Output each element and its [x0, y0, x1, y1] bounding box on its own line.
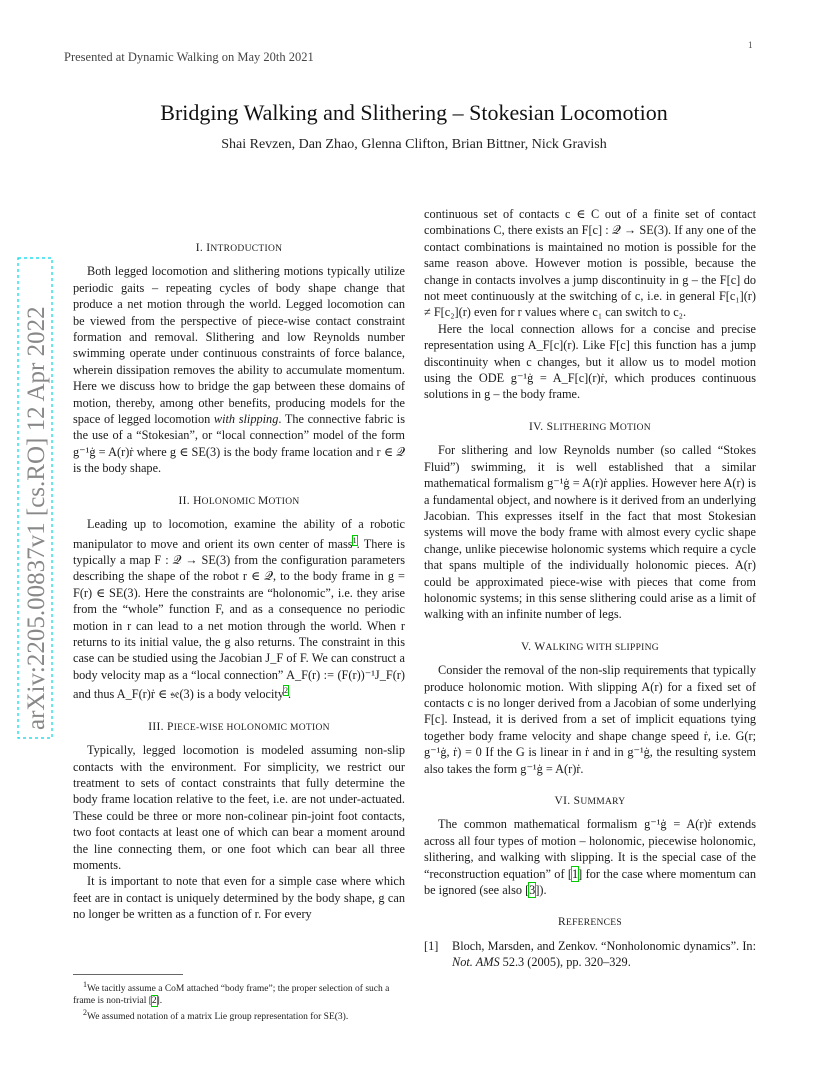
reference-entry-1: [1] Bloch, Marsden, and Zenkov. “Nonholonomic dynamics”. In: Not. AMS 52.3 (2005), pp. 320–329.	[424, 938, 756, 970]
footnote-2: $^2$We assumed notation of a matrix Lie group representation for SE(3).	[83, 1008, 349, 1023]
footnote-link-2[interactable]: 2	[283, 686, 288, 696]
paragraph-holonomic: Leading up to locomotion, examine the ability of a robotic manipulator to move and orient its own center of mass$^1$. There is typically a map F : 𝒬 → SE(3) from the configuration parameters describing the shape of the robot r ∈ 𝒬, to the body frame in g = F(r) ∈ SE(3). Here the constraints are “holonomic”, i.e. they arise from the “whole” function F, and as a consequence no periodic motion in r can lead to a net motion through the world. When r returns to its initial value, the g also returns. The constraint in this case can be studied using the Jacobian J_F of F. We can construct a body velocity map as a “local connection” A_F(r) := (F(r))⁻¹J_F(r) and thus A_F(r)ṙ ∈ 𝔰𝔢(3) is a body velocity$^2$.	[73, 517, 406, 702]
section-heading-piecewise-holonomic: III. PIECE-WISE HOLONOMIC MOTION	[148, 720, 330, 733]
paragraph-piecewise-3: continuous set of contacts c ∈ C out of a finite set of contact combinations C, there exists an F[c] : 𝒬 → SE(3). If any one of the contact combinations is maintained no motion is possible for the same reason above. However motion is possible, because the change in contacts involves a jump discontinuity in g – the F[c] do not meet continuously at the switching of c, i.e. in general F[c₁](r) ≠ F[c₂](r) even for r values where c₁ can switch to c₂.	[424, 207, 756, 320]
paragraph-piecewise-2: It is important to note that even for a simple case where which feet are in contact is uniquely determined by the body shape, g can no longer be written as a function of r. For every	[73, 874, 405, 922]
footnote-divider	[73, 974, 183, 975]
paragraph-summary: The common mathematical formalism g⁻¹ġ = A(r)ṙ extends across all four types of motion – holonomic, piecewise holonomic, slithering, and walking with slipping. It is the special case of the “reconstruction equation” of [1] for the case where momentum can be ignored (see also [3]).	[424, 817, 756, 898]
section-heading-holonomic-motion: II. HOLONOMIC MOTION	[178, 494, 300, 507]
conference-note: Presented at Dynamic Walking on May 20th 2021	[64, 50, 314, 64]
citation-link-1[interactable]: 1	[572, 866, 579, 881]
section-heading-walking-with-slipping: V. WALKING WITH SLIPPING	[521, 640, 659, 653]
section-heading-introduction: I. INTRODUCTION	[195, 242, 283, 254]
section-heading-slithering-motion: IV. SLITHERING MOTION	[529, 420, 651, 433]
footnote-1: $^1$We tacitly assume a CoM attached “body frame”; the proper selection of such a frame is non-trivial [2].	[73, 980, 390, 1007]
arxiv-stamp-text: arXiv:2205.00837v1 [cs.RO] 12 Apr 2022	[23, 306, 50, 730]
footnotes	[73, 974, 405, 1023]
citation-link-3[interactable]: 3	[529, 883, 536, 898]
right-column	[424, 206, 756, 971]
footnote-link-1[interactable]: 1	[352, 535, 357, 545]
author-list: Shai Revzen, Dan Zhao, Glenna Clifton, Brian Bittner, Nick Gravish	[221, 137, 607, 152]
paragraph-piecewise-1: Typically, legged locomotion is modeled assuming non-slip contacts with the environment. For simplicity, we restrict our treatment to sets of contact constraints that fully determine the body frame location relative to the feet, i.e. are not under-actuated. These could be three or more non-colinear pin-joint foot contacts, two foot contacts at least one of which can bear a moment around the line connecting them, or one foot which can bear all three moments.	[73, 743, 405, 872]
reference-label: [1]	[424, 938, 439, 953]
paragraph-piecewise-4: Here the local connection allows for a concise and precise representation using A_F[c](r). Like F[c] this function has a jump discontinuity when c changes, but it allow us to model motion using the ODE g⁻¹ġ = A_F[c](r)ṙ, which produces continuous solutions in g – the body frame.	[424, 321, 756, 402]
paragraph-slithering: For slithering and low Reynolds number (so called “Stokes Fluid”) swimming, it is well established that a similar mathematical formalism g⁻¹ġ = A(r)ṙ applies. However here A(r) is a fundamental object, and nowhere is it derived from an underlying Jacobian. This expresses itself in the fact that most Stokesian systems will move the body frame with almost every cyclic shape change, unlike piecewise holonomic systems which require a cycle that spans multiple of the individually holonomic pieces. A(r) could be approximated piece-wise with pieces that come from holonomic systems; in this sense slithering could arise as a limit of walking with an infinite number of legs.	[424, 443, 756, 622]
page-number: 1	[748, 40, 753, 50]
section-heading-references: REFERENCES	[558, 916, 622, 929]
left-column	[73, 240, 405, 923]
paragraph-walking-slipping: Consider the removal of the non-slip requirements that typically produce holonomic motion. With slipping A(r) for a fixed set of contacts c is no longer derived from a Jacobian of some underlying F[c]. Instead, it is derived from a set of implicit equations tying together body frame velocity and shape change speed ṙ, i.e. G(r; g⁻¹ġ, ṙ) = 0 If the G is linear in ṙ and in g⁻¹ġ, the resulting system also takes the form g⁻¹ġ = A(r)ṙ.	[424, 663, 756, 776]
paragraph-introduction: Both legged locomotion and slithering motions typically utilize periodic gaits – repeating cycles of body shape change that produce a net motion through the world. Legged locomotion can be viewed from the perspective of piece-wise contact constraint formation and removal. Slithering and low Reynolds number swimming operate under continuous constraints of force balance, wherein dissipation removes the ability to accumulate momentum. Here we discuss how to bridge the gap between these domains of motion, thereby, among other benefits, producing models for the space of legged locomotion with slipping. The connective fabric is the use of a “Stokesian”, or “local connection” model of the form g⁻¹ġ = A(r)ṙ where g ∈ SE(3) is the body frame location and r ∈ 𝒬 is the body shape.	[73, 264, 405, 476]
citation-link-2[interactable]: 2	[151, 996, 157, 1007]
paper-title: Bridging Walking and Slithering – Stokesian Locomotion	[160, 100, 668, 125]
arxiv-stamp-graphic	[16, 258, 56, 738]
section-heading-summary: VI. SUMMARY	[554, 795, 626, 807]
arxiv-stamp[interactable]	[16, 258, 56, 738]
